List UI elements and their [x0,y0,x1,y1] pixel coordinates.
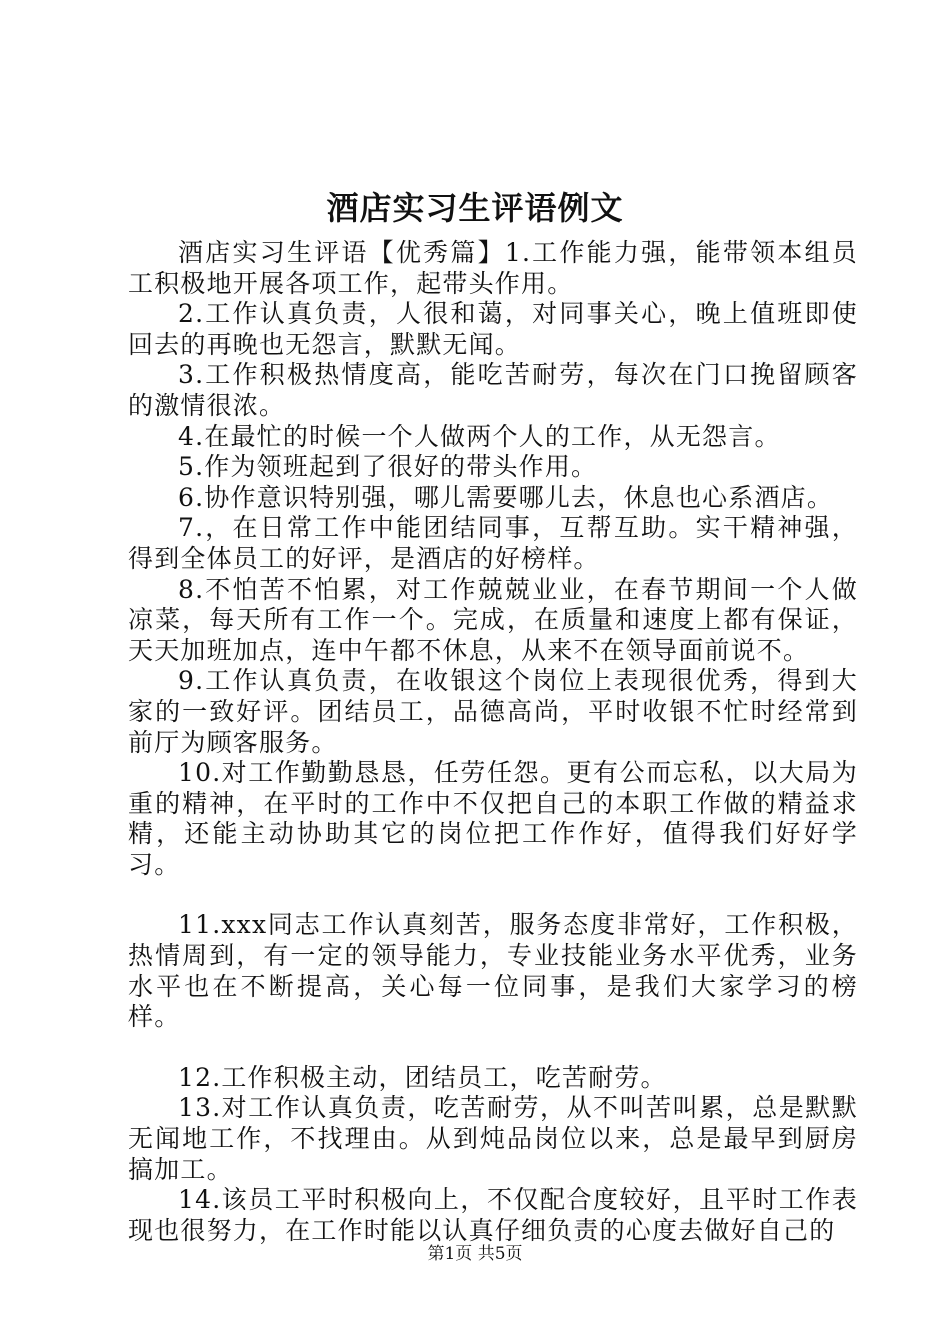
paragraph-1: 酒店实习生评语【优秀篇】1.工作能力强，能带领本组员工积极地开展各项工作，起带头作用。 [128,238,858,298]
paragraph-14: 14.该员工平时积极向上，不仅配合度较好，且平时工作表现也很努力，在工作时能以认真仔细负责的心度去做好自己的 [128,1185,858,1245]
paragraph-5: 5.作为领班起到了很好的带头作用。 [178,452,598,482]
paragraph-6: 6.协作意识特别强，哪儿需要哪儿去，休息也心系酒店。 [178,482,834,512]
paragraph-10: 10.对工作勤勤恳恳，任劳任怨。更有公而忘私，以大局为重的精神，在平时的工作中不仅把自己的本职工作做的精益求精，还能主动协助其它的岗位把工作作好，值得我们好好学习。 [128,758,858,879]
paragraph-8: 8.不怕苦不怕累，对工作兢兢业业，在春节期间一个人做凉菜，每天所有工作一个。完成，在质量和速度上都有保证，天天加班加点，连中午都不休息，从来不在领导面前说不。 [128,574,858,665]
paragraph-9: 9.工作认真负责，在收银这个岗位上表现很优秀，得到大家的一致好评。团结员工，品德高尚，平时收银不忙时经常到前厅为顾客服务。 [128,666,858,757]
paragraph-3: 3.工作积极热情度高，能吃苦耐劳，每次在门口挽留顾客的激情很浓。 [128,360,858,420]
page-number-footer: 第1页 共5页 [427,1244,523,1264]
document-body [128,238,858,1246]
paragraph-12: 12.工作积极主动，团结员工，吃苦耐劳。 [178,1062,667,1092]
paragraph-4: 4.在最忙的时候一个人做两个人的工作，从无怨言。 [178,421,781,451]
paragraph-11: 11.xxx同志工作认真刻苦，服务态度非常好，工作积极，热情周到，有一定的领导能力，专业技能业务水平优秀，业务水平也在不断提高，关心每一位同事，是我们大家学习的榜样。 [128,910,858,1032]
paragraph-7: 7.，在日常工作中能团结同事，互帮互助。实干精神强，得到全体员工的好评，是酒店的好榜样。 [128,513,858,573]
paragraph-13: 13.对工作认真负责，吃苦耐劳，从不叫苦叫累，总是默默无闻地工作，不找理由。从到炖品岗位以来，总是最早到厨房搞加工。 [128,1093,858,1184]
document-title: 酒店实习生评语例文 [326,189,624,227]
paragraph-2: 2.工作认真负责，人很和蔼，对同事关心，晚上值班即使回去的再晚也无怨言，默默无闻。 [128,299,858,359]
